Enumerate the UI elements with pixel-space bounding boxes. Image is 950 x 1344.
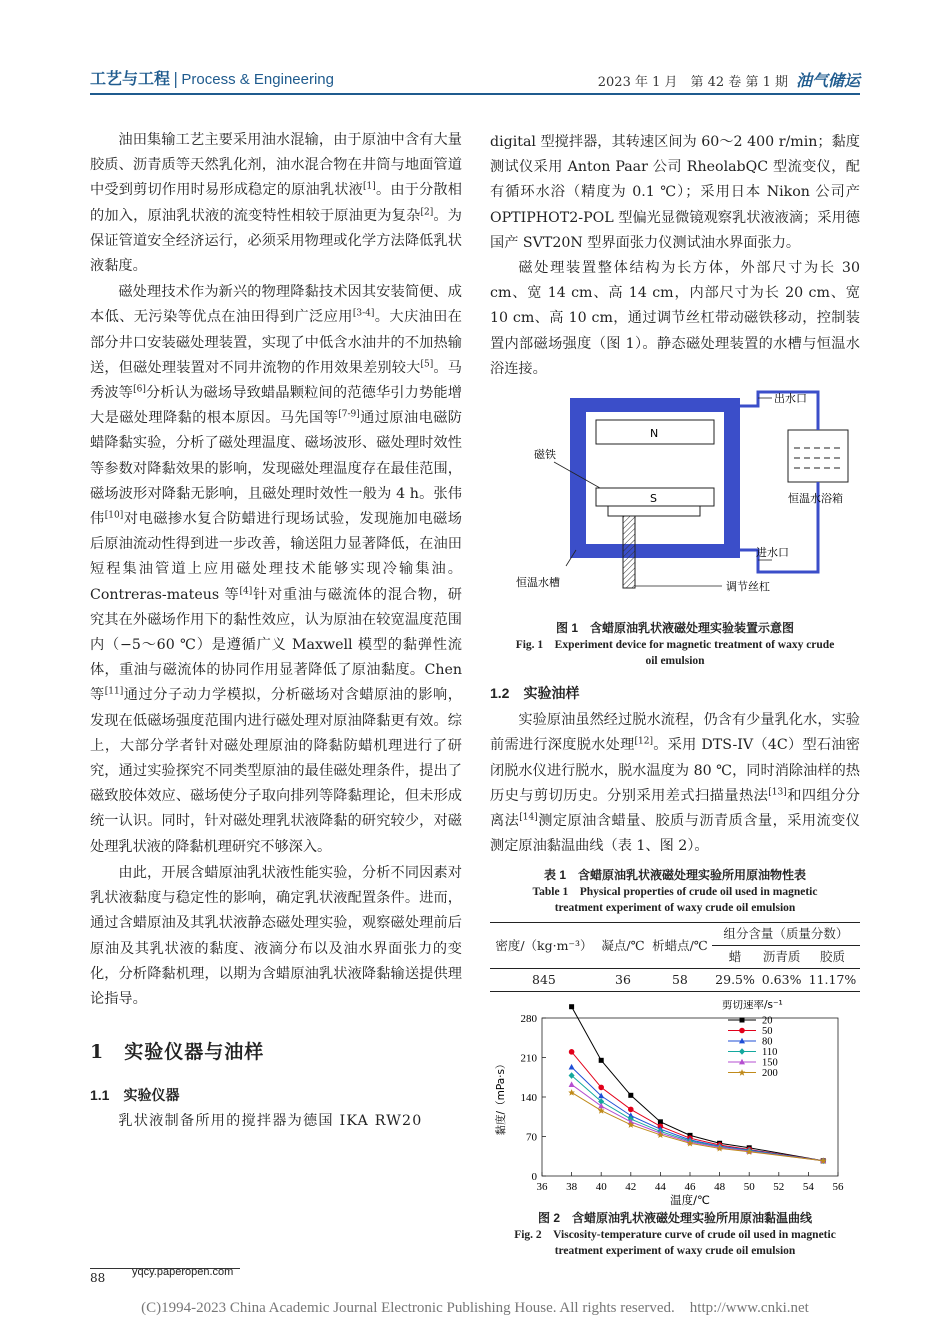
header-separator: |	[173, 69, 179, 88]
legend-title: 剪切速率/s⁻¹	[722, 1000, 783, 1012]
label-tank: 恒温水槽	[516, 576, 560, 590]
td-wax-appearance: 58	[648, 969, 712, 992]
figure-1	[490, 390, 860, 620]
paragraph-intro-1: 油田集输工艺主要采用油水混输，由于原油中含有大量胶质、沥青质等天然乳化剂，油水混合物在井筒与地面管道中受到剪切作用时易形成稳定的原油乳状液[1]。由于分散相的加入，原油乳状液的流变特性相较于原油更为复杂[2]。为保证管道安全经济运行，必须采用物理或化学方法降低乳状液黏度。	[90, 132, 462, 275]
adjusting-screw	[623, 516, 635, 588]
running-header-right	[598, 68, 860, 91]
td-asphaltene: 0.63%	[758, 969, 805, 992]
screw-plate	[608, 506, 700, 516]
paragraph-intro-2: 磁处理技术作为新兴的物理降黏技术因其安装简便、成本低、无污染等优点在油田得到广泛应用[3-4]。大庆油田在部分井口安装磁处理装置，实现了中低含水油井的不加热输送，但磁处理装置对不同井流物的作用效果差别较大[5]。马秀波等[6]分析认为磁场导致蜡晶颗粒间的范德华引力势能增大是磁处理降黏的根本原因。马先国等[7-9]通过原油电磁防蜡降黏实验，分析了磁处理温度、磁场波形、磁处理时效性等参数对降黏效果的影响，发现磁处理温度存在最佳范围，磁场波形对降黏无影响，且磁处理时效性一般为 4 h。张伟伟[10]对电磁掺水复合防蜡进行现场试验，发现施加电磁场后原油流动性得到进一步改善，输送阻力显著降低，在油田短程集油管道上应用磁处理技术能够实现冷输集油。Contreras-mateus 等[4]针对重油与磁流体的混合物，研究其在外磁场作用下的黏性效应，认为原油在较宽温度范围内（−5～60 ℃）是遵循广义 Maxwell 模型的黏弹性流体，重油与磁流体的协同作用显著降低了原油黏度。Chen 等[11]通过分子动力学模拟，分析磁场对含蜡原油的影响，发现在低磁场强度范围内进行磁处理对原油降黏更有效。综上，大部分学者针对磁处理原油的降黏防蜡机理进行了研究，通过实验探究不同类型原油的最佳磁处理条件，提出了磁致胶体效应、磁场使分子取向排列等降黏理论，但未形成统一认识。同时，针对磁处理乳状液降黏的研究较少，对磁处理乳状液的降黏机理研究不够深入。	[90, 284, 462, 855]
citation[interactable]: [10]	[104, 510, 124, 521]
figure-1-caption-en: Fig. 1 Experiment device for magnetic treatment of waxy crude oil emulsion	[515, 639, 835, 668]
citation[interactable]: [11]	[104, 686, 124, 697]
y-axis-label: 黏度/（mPa·s）	[495, 1059, 507, 1136]
legend-marker-110	[739, 1049, 745, 1056]
legend-label-80: 80	[762, 1036, 773, 1048]
td-wax: 29.5%	[712, 969, 759, 992]
x-tick-label: 52	[773, 1181, 785, 1194]
td-density: 845	[490, 969, 598, 992]
citation[interactable]: [6]	[133, 384, 146, 395]
table-1-caption-cn: 表 1 含蜡原油乳状液磁处理实验所用原油物性表	[543, 868, 806, 883]
series-line-110	[572, 1076, 824, 1161]
series-line-150	[572, 1085, 824, 1161]
citation[interactable]: [3-4]	[352, 308, 375, 319]
magnet-south-label: S	[650, 492, 657, 506]
table-1	[490, 922, 860, 992]
legend-label-20: 20	[762, 1015, 773, 1027]
citation[interactable]: [2]	[420, 206, 434, 217]
page-number: 88	[90, 1271, 106, 1285]
legend-label-110: 110	[762, 1047, 778, 1059]
x-tick-label: 50	[743, 1181, 755, 1194]
paragraph-instruments-cont: digital 型搅拌器，其转速区间为 60～2 400 r/min；黏度测试仪采用 Anton Paar 公司 RheolabQC 型流变仪，配有循环水浴（精度为 0.1 ℃）；采用日本 Nikon 公司产 OPTIPHOT2-POL 型偏光显微镜观察乳状液液滴；采用德国产 SVT20N 型界面张力仪测试油水界面张力。	[490, 134, 860, 251]
header-rule	[90, 93, 860, 95]
data-point-50	[598, 1085, 604, 1091]
water-bath	[788, 430, 848, 482]
y-tick-label: 70	[526, 1131, 537, 1144]
subsection-heading-1-2: 1.2 实验油样	[490, 685, 580, 702]
paragraph-device: 磁处理装置整体结构为长方体，外部尺寸为长 30 cm、宽 14 cm、高 14 cm，内部尺寸为长 20 cm、宽 10 cm、高 10 cm，通过调节丝杠带动磁铁移动，控制装置内部磁场强度（图 1）。静态磁处理装置的水槽与恒温水浴连接。	[490, 260, 860, 377]
x-axis-label: 温度/℃	[670, 1193, 710, 1208]
legend-marker-50	[739, 1028, 745, 1034]
section-title-en: Process & Engineering	[181, 71, 334, 88]
label-outlet: 出水口	[774, 392, 807, 406]
data-point-50	[569, 1050, 575, 1056]
x-tick-label: 54	[802, 1181, 814, 1194]
th-wax: 蜡	[712, 946, 759, 969]
figure-2-caption-cn: 图 2 含蜡原油乳状液磁处理实验所用原油黏温曲线	[537, 1211, 812, 1226]
viscosity-temperature-chart	[490, 1000, 860, 1210]
section-title-cn: 工艺与工程	[90, 69, 171, 88]
series-line-200	[572, 1093, 824, 1161]
paragraph-instruments: 乳状液制备所用的搅拌器为德国 IKA RW20	[118, 1112, 423, 1129]
label-screw: 调节丝杠	[726, 580, 770, 594]
th-pour-point: 凝点/℃	[598, 923, 648, 969]
x-tick-label: 36	[536, 1181, 548, 1194]
data-point-80	[569, 1064, 575, 1070]
y-tick-label: 140	[520, 1092, 537, 1105]
citation[interactable]: [1]	[363, 181, 376, 192]
x-tick-label: 40	[595, 1181, 607, 1194]
y-tick-label: 280	[520, 1013, 537, 1026]
data-point-20	[628, 1093, 633, 1098]
td-resin: 11.17%	[805, 969, 860, 992]
magnet-north-label: N	[650, 427, 659, 441]
paragraph-intro-3: 由此，开展含蜡原油乳状液性能实验，分析不同因素对乳状液黏度与稳定性的影响，确定乳状液配置条件。进而，通过含蜡原油及其乳状液静态磁处理实验，观察磁处理前后原油及其乳状液的黏度、液滴分布以及油水界面张力的变化，分析降黏机理，以期为含蜡原油乳状液降黏输送提供理论指导。	[90, 864, 462, 1007]
th-components: 组分含量（质量分数）	[712, 923, 860, 946]
citation[interactable]: [12]	[634, 736, 654, 747]
device-diagram	[490, 390, 860, 620]
th-density: 密度/（kg·m⁻³）	[490, 923, 598, 969]
data-point-20	[569, 1005, 574, 1010]
legend-label-200: 200	[762, 1068, 778, 1080]
data-point-20	[599, 1058, 604, 1063]
table-header-row	[490, 923, 860, 946]
journal-url[interactable]: yqcy.paperopen.com	[132, 1266, 234, 1278]
citation[interactable]: [14]	[519, 812, 538, 823]
series-line-20	[572, 1007, 824, 1161]
section-heading-1: 1 实验仪器与油样	[90, 1041, 265, 1064]
x-tick-label: 56	[832, 1181, 844, 1194]
legend-label-50: 50	[762, 1026, 773, 1038]
x-tick-label: 46	[684, 1181, 696, 1194]
right-column	[490, 130, 860, 1259]
subsection-heading-1-1: 1.1 实验仪器	[90, 1087, 180, 1104]
citation[interactable]: [13]	[768, 787, 787, 798]
td-pour-point: 36	[598, 969, 648, 992]
data-point-200	[568, 1090, 575, 1097]
y-tick-label: 0	[531, 1171, 537, 1184]
figure-1-caption-cn: 图 1 含蜡原油乳状液磁处理实验装置示意图	[555, 621, 794, 636]
paragraph-oil-sample: 实验原油虽然经过脱水流程，仍含有少量乳化水，实验前需进行深度脱水处理[12]。采用 DTS-IV（4C）型石油密闭脱水仪进行脱水，脱水温度为 80 ℃，同时消除油样的热历史与剪切历史。分别采用差式扫描量热法[13]和四组分分离法[14]测定原油含蜡量、胶质与沥青质含量，采用流变仪测定原油黏温曲线（表 1、图 2）。	[490, 712, 860, 855]
figure-2-caption-en: Fig. 2 Viscosity-temperature curve of crude oil used in magnetic treatment experiment of waxy crude oil emulsion	[514, 1229, 836, 1258]
left-column	[90, 128, 462, 1134]
legend-marker-20	[740, 1018, 745, 1023]
th-resin: 胶质	[805, 946, 860, 969]
x-tick-label: 48	[714, 1181, 726, 1194]
label-water-bath: 恒温水浴箱	[788, 492, 843, 506]
x-tick-label: 42	[625, 1181, 637, 1194]
y-tick-label: 210	[520, 1052, 537, 1065]
legend-marker-200	[739, 1070, 746, 1077]
data-point-50	[628, 1107, 634, 1113]
running-header-left	[90, 66, 334, 89]
table-row	[490, 969, 860, 992]
x-tick-label: 38	[566, 1181, 578, 1194]
citation[interactable]: [7-9]	[338, 409, 360, 420]
journal-logo: 油气储运	[795, 71, 860, 90]
copyright-notice: (C)1994-2023 China Academic Journal Electronic Publishing House. All rights reserved. http://www.cnki.net	[141, 1300, 809, 1316]
citation[interactable]: [5]	[420, 359, 434, 370]
label-inlet: 进水口	[756, 546, 789, 560]
plot-frame	[542, 1015, 838, 1176]
table-1-caption-en: Table 1 Physical properties of crude oil used in magnetic treatment experiment of waxy crude oil emulsion	[532, 886, 818, 915]
issue-info: 2023 年 1 月 第 42 卷 第 1 期	[597, 75, 788, 90]
legend-label-150: 150	[762, 1057, 778, 1069]
label-magnet: 磁铁	[534, 448, 556, 462]
x-tick-label: 44	[654, 1181, 666, 1194]
figure-2	[490, 1000, 860, 1210]
citation[interactable]: [4]	[239, 585, 253, 596]
th-wax-appearance: 析蜡点/℃	[648, 923, 712, 969]
th-asphaltene: 沥青质	[758, 946, 805, 969]
data-point-150	[569, 1082, 575, 1088]
